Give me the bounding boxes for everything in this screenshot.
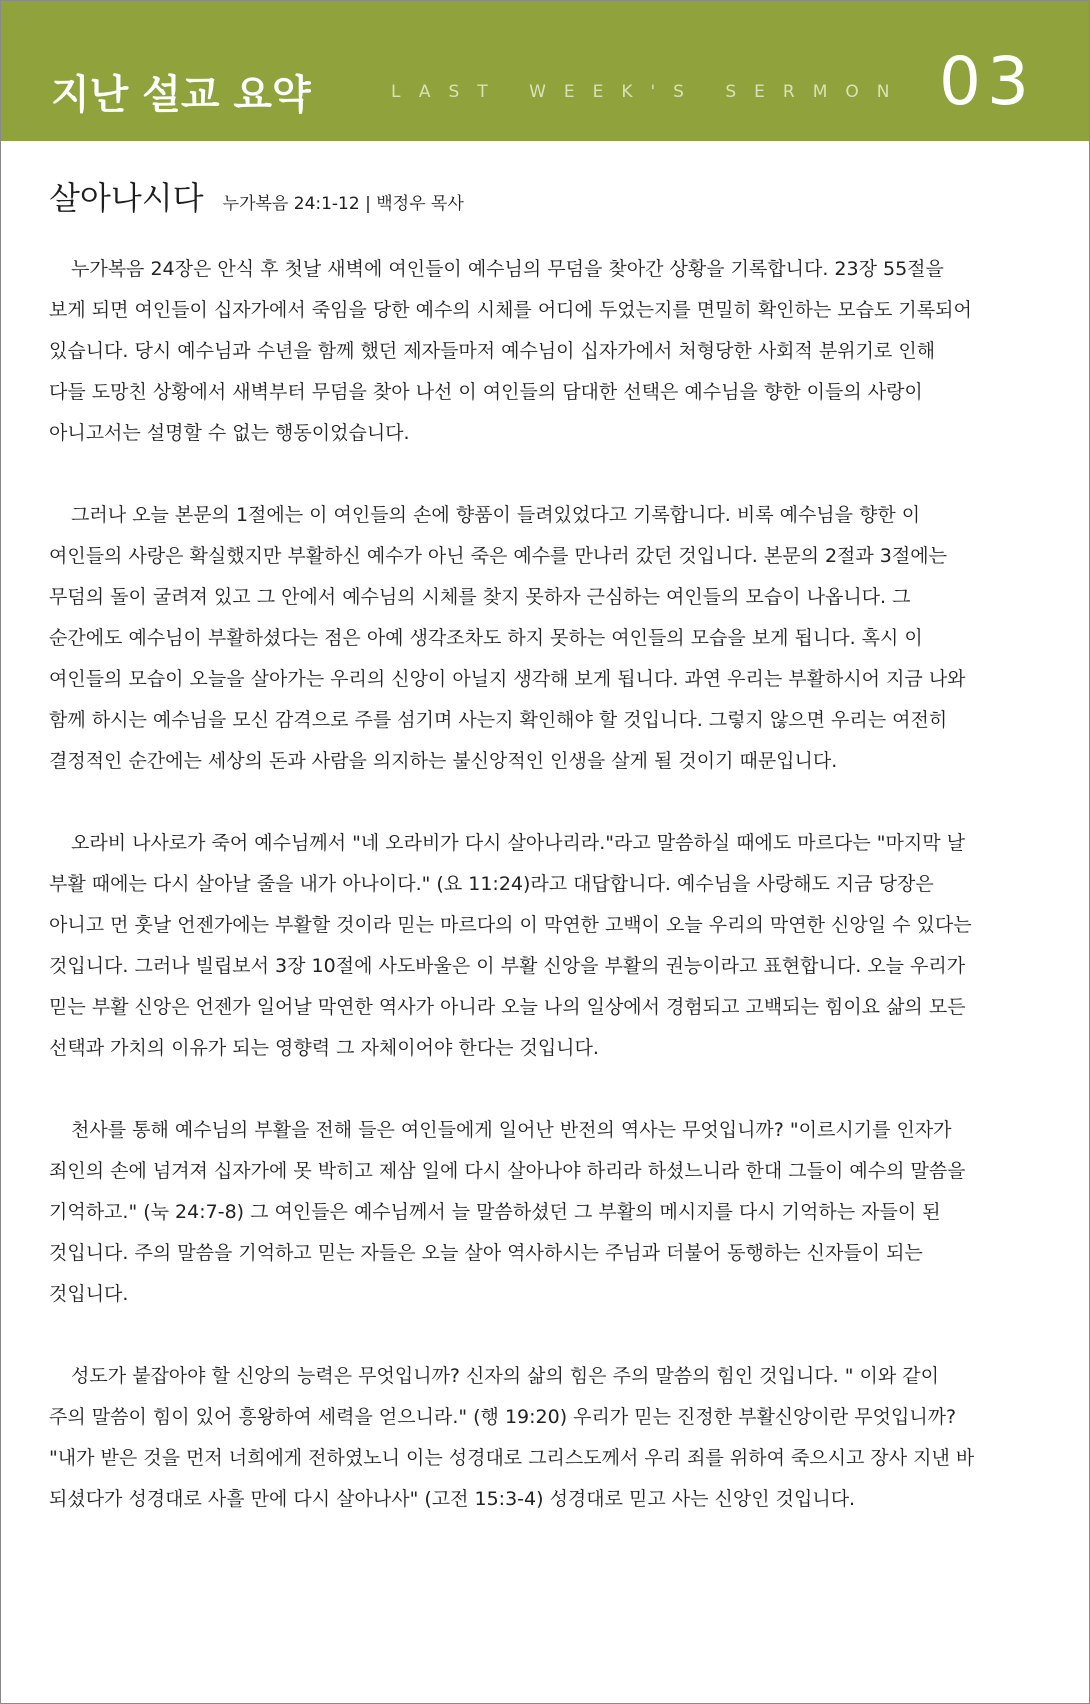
paragraph-line: 결정적인 순간에는 세상의 돈과 사람을 의지하는 불신앙적인 인생을 살게 될 것이기 때문입니다.: [49, 750, 838, 772]
sermon-paragraph: [49, 1110, 1009, 1315]
paragraph-line: 것입니다. 그러나 빌립보서 3장 10절에 사도바울은 이 부활 신앙을 부활의 권능이라고 표현합니다. 오늘 우리가: [49, 955, 966, 977]
paragraph-line: 무덤의 돌이 굴려져 있고 그 안에서 예수님의 시체를 찾지 못하자 근심하는 여인들의 모습이 나옵니다. 그: [49, 586, 911, 608]
paragraph-line: 기억하고." (눅 24:7-8) 그 여인들은 예수님께서 늘 말씀하셨던 그 부활의 메시지를 다시 기억하는 자들이 된: [49, 1201, 941, 1223]
paragraph-line: 성도가 붙잡아야 할 신앙의 능력은 무엇입니까? 신자의 삶의 힘은 주의 말씀의 힘인 것입니다. " 이와 같이: [71, 1365, 939, 1387]
paragraph-line: 여인들의 사랑은 확실했지만 부활하신 예수가 아닌 죽은 예수를 만나러 갔던 것입니다. 본문의 2절과 3절에는: [49, 545, 947, 567]
sermon-paragraph: [49, 495, 1009, 782]
paragraph-line: 주의 말씀이 힘이 있어 흥왕하여 세력을 얻으니라." (행 19:20) 우리가 믿는 진정한 부활신앙이란 무엇입니까?: [49, 1406, 957, 1428]
header-subtitle: LAST WEEK'S SERMON: [391, 82, 908, 102]
paragraph-line: 여인들의 모습이 오늘을 살아가는 우리의 신앙이 아닐지 생각해 보게 됩니다. 과연 우리는 부활하시어 지금 나와: [49, 668, 966, 690]
page-number: 03: [939, 43, 1035, 120]
paragraph-line: 누가복음 24장은 안식 후 첫날 새벽에 여인들이 예수님의 무덤을 찾아간 상황을 기록합니다. 23장 55절을: [71, 258, 944, 280]
sermon-body: [49, 249, 1009, 1561]
sermon-reference: 누가복음 24:1-12 | 백정우 목사: [222, 194, 464, 214]
paragraph-line: 있습니다. 당시 예수님과 수년을 함께 했던 제자들마저 예수님이 십자가에서 처형당한 사회적 분위기로 인해: [49, 340, 936, 362]
paragraph-line: 믿는 부활 신앙은 언젠가 일어날 막연한 역사가 아니라 오늘 나의 일상에서 경험되고 고백되는 힘이요 삶의 모든: [49, 996, 966, 1018]
header-banner: [1, 1, 1089, 141]
paragraph-line: 선택과 가치의 이유가 되는 영향력 그 자체이어야 한다는 것입니다.: [49, 1037, 599, 1059]
sermon-title: 살아나시다: [49, 179, 204, 217]
paragraph-line: 아니고서는 설명할 수 없는 행동이었습니다.: [49, 422, 410, 444]
sermon-heading: [49, 173, 464, 219]
paragraph-line: 것입니다.: [49, 1283, 129, 1305]
paragraph-line: 아니고 먼 훗날 언젠가에는 부활할 것이라 믿는 마르다의 이 막연한 고백이 오늘 우리의 막연한 신앙일 수 있다는: [49, 914, 972, 936]
sermon-paragraph: [49, 1356, 1009, 1520]
paragraph-line: 함께 하시는 예수님을 모신 감격으로 주를 섬기며 사는지 확인해야 할 것입니다. 그렇지 않으면 우리는 여전히: [49, 709, 948, 731]
paragraph-line: 것입니다. 주의 말씀을 기억하고 믿는 자들은 오늘 살아 역사하시는 주님과 더불어 동행하는 신자들이 되는: [49, 1242, 923, 1264]
paragraph-line: 천사를 통해 예수님의 부활을 전해 들은 여인들에게 일어난 반전의 역사는 무엇입니까? "이르시기를 인자가: [71, 1119, 952, 1141]
header-title: 지난 설교 요약: [51, 72, 311, 118]
paragraph-line: 그러나 오늘 본문의 1절에는 이 여인들의 손에 향품이 들려있었다고 기록합니다. 비록 예수님을 향한 이: [71, 504, 921, 526]
paragraph-line: 부활 때에는 다시 살아날 줄을 내가 아나이다." (요 11:24)라고 대답합니다. 예수님을 사랑해도 지금 당장은: [49, 873, 934, 895]
paragraph-line: 순간에도 예수님이 부활하셨다는 점은 아예 생각조차도 하지 못하는 여인들의 모습을 보게 됩니다. 혹시 이: [49, 627, 923, 649]
paragraph-line: 보게 되면 여인들이 십자가에서 죽임을 당한 예수의 시체를 어디에 두었는지를 면밀히 확인하는 모습도 기록되어: [49, 299, 972, 321]
paragraph-line: 되셨다가 성경대로 사흘 만에 다시 살아나사" (고전 15:3-4) 성경대로 믿고 사는 신앙인 것입니다.: [49, 1488, 856, 1510]
paragraph-line: "내가 받은 것을 먼저 너희에게 전하였노니 이는 성경대로 그리스도께서 우리 죄를 위하여 죽으시고 장사 지낸 바: [49, 1447, 975, 1469]
paragraph-line: 오라비 나사로가 죽어 예수님께서 "네 오라비가 다시 살아나리라."라고 말씀하실 때에도 마르다는 "마지막 날: [71, 832, 965, 854]
sermon-paragraph: [49, 823, 1009, 1069]
paragraph-line: 죄인의 손에 넘겨져 십자가에 못 박히고 제삼 일에 다시 살아나야 하리라 하셨느니라 한대 그들이 예수의 말씀을: [49, 1160, 966, 1182]
sermon-paragraph: [49, 249, 1009, 454]
paragraph-line: 다들 도망친 상황에서 새벽부터 무덤을 찾아 나선 이 여인들의 담대한 선택은 예수님을 향한 이들의 사랑이: [49, 381, 923, 403]
